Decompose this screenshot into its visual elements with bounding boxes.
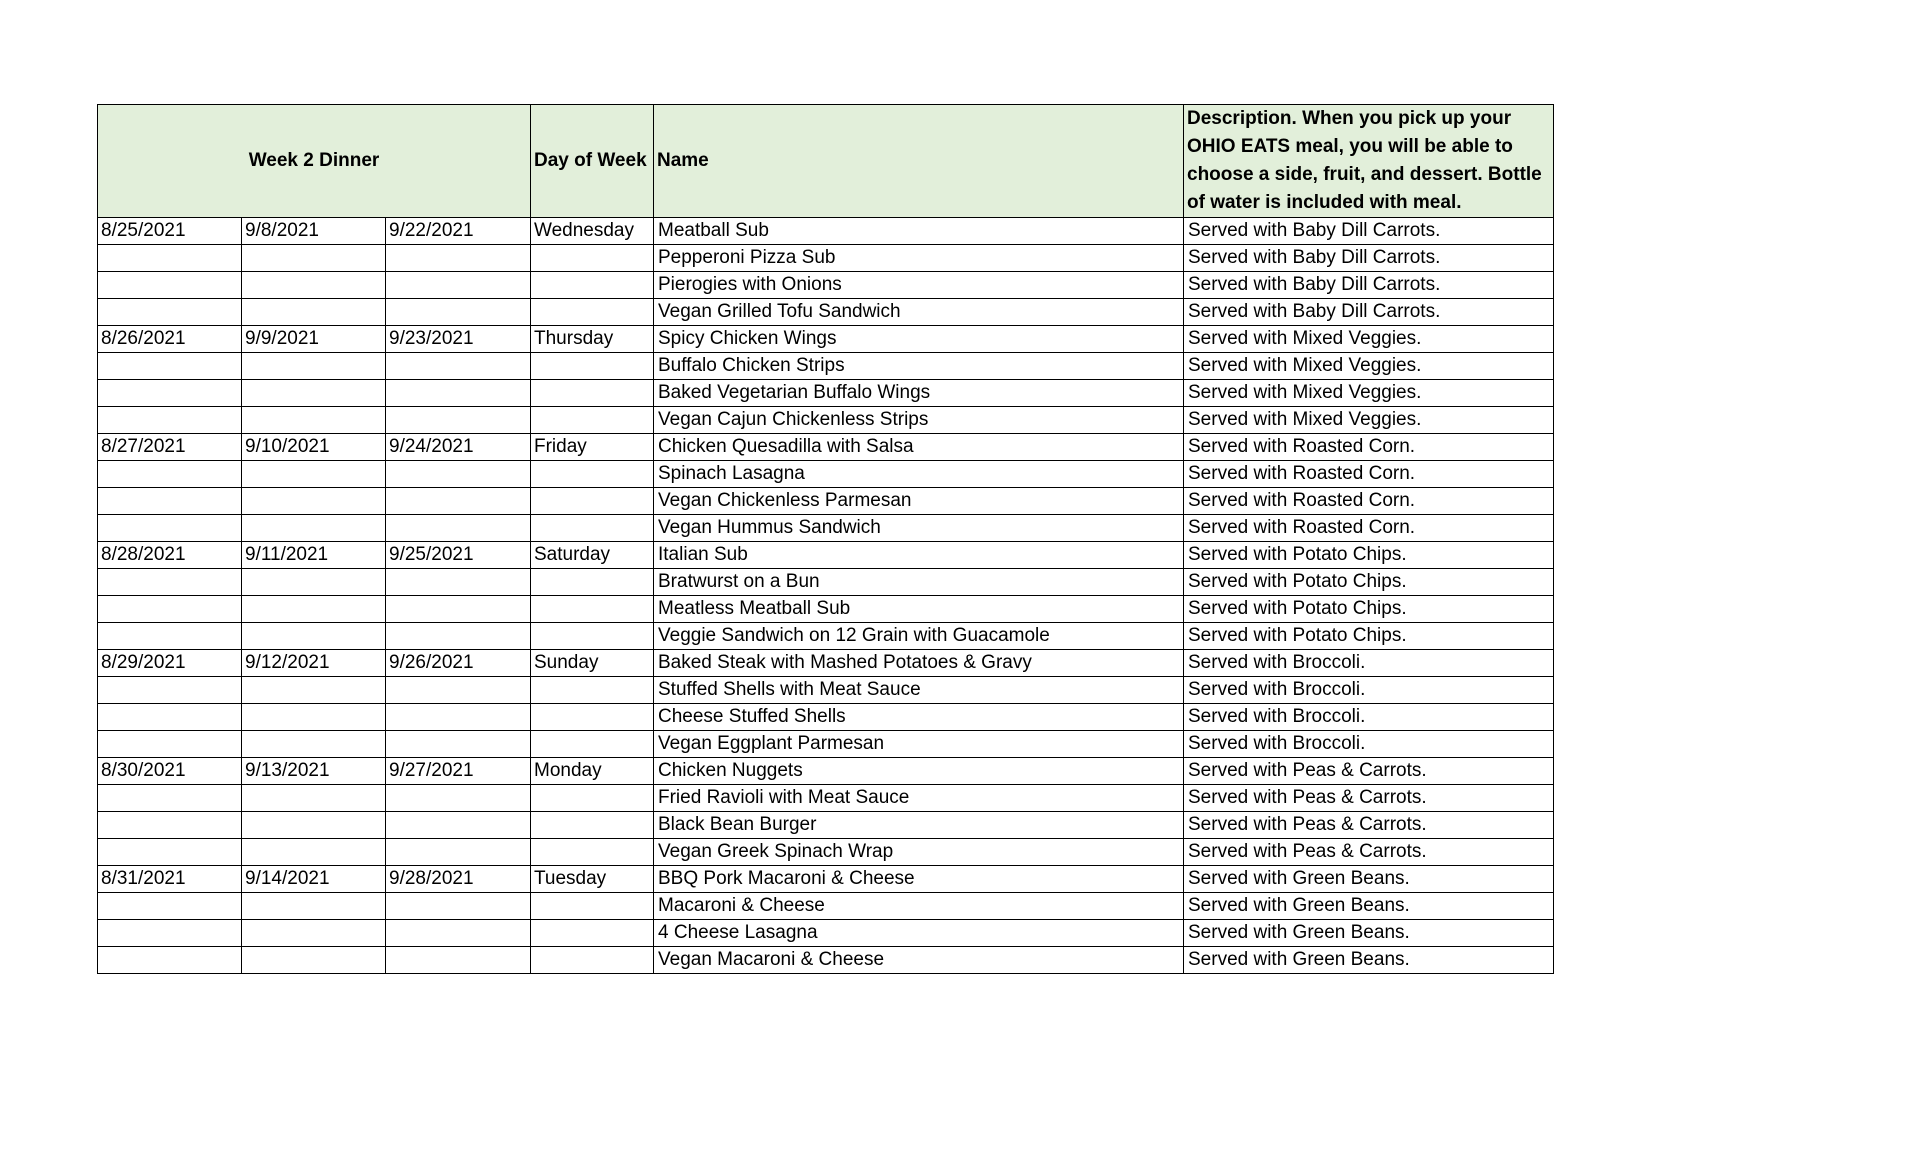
day-of-week-header: Day of Week	[531, 105, 654, 218]
table-row	[98, 461, 1554, 488]
description-cell: Served with Roasted Corn.	[1184, 434, 1554, 461]
date-cell	[386, 461, 531, 488]
meal-name-cell: Pierogies with Onions	[654, 272, 1184, 299]
date-cell	[98, 461, 242, 488]
day-cell: Monday	[531, 758, 654, 785]
date-cell	[98, 272, 242, 299]
day-cell	[531, 407, 654, 434]
date-cell: 9/11/2021	[242, 542, 386, 569]
description-cell: Served with Green Beans.	[1184, 947, 1554, 974]
description-cell: Served with Potato Chips.	[1184, 569, 1554, 596]
date-cell: 8/29/2021	[98, 650, 242, 677]
table-row	[98, 839, 1554, 866]
day-cell	[531, 353, 654, 380]
menu-table	[97, 104, 1554, 974]
date-cell	[386, 812, 531, 839]
day-cell: Wednesday	[531, 218, 654, 245]
date-cell: 8/30/2021	[98, 758, 242, 785]
table-row	[98, 947, 1554, 974]
date-cell	[242, 245, 386, 272]
date-cell	[242, 299, 386, 326]
description-cell: Served with Baby Dill Carrots.	[1184, 245, 1554, 272]
table-row	[98, 488, 1554, 515]
date-cell	[386, 245, 531, 272]
day-cell: Saturday	[531, 542, 654, 569]
day-cell	[531, 704, 654, 731]
day-cell	[531, 515, 654, 542]
table-row	[98, 704, 1554, 731]
date-cell	[386, 299, 531, 326]
date-cell: 9/13/2021	[242, 758, 386, 785]
day-cell	[531, 812, 654, 839]
meal-name-cell: Veggie Sandwich on 12 Grain with Guacamole	[654, 623, 1184, 650]
table-row	[98, 569, 1554, 596]
table-row	[98, 434, 1554, 461]
day-cell	[531, 569, 654, 596]
description-cell: Served with Baby Dill Carrots.	[1184, 272, 1554, 299]
meal-name-cell: Vegan Grilled Tofu Sandwich	[654, 299, 1184, 326]
table-row	[98, 272, 1554, 299]
date-cell	[98, 488, 242, 515]
date-cell	[242, 353, 386, 380]
description-cell: Served with Peas & Carrots.	[1184, 758, 1554, 785]
date-cell	[386, 731, 531, 758]
date-cell: 9/12/2021	[242, 650, 386, 677]
meal-name-cell: Buffalo Chicken Strips	[654, 353, 1184, 380]
meal-name-cell: 4 Cheese Lasagna	[654, 920, 1184, 947]
date-cell	[242, 839, 386, 866]
day-cell	[531, 299, 654, 326]
description-cell: Served with Mixed Veggies.	[1184, 326, 1554, 353]
day-cell	[531, 947, 654, 974]
description-cell: Served with Baby Dill Carrots.	[1184, 218, 1554, 245]
description-cell: Served with Peas & Carrots.	[1184, 812, 1554, 839]
description-cell: Served with Green Beans.	[1184, 920, 1554, 947]
day-cell: Sunday	[531, 650, 654, 677]
description-cell: Served with Baby Dill Carrots.	[1184, 299, 1554, 326]
day-cell	[531, 677, 654, 704]
date-cell	[242, 947, 386, 974]
date-cell	[386, 596, 531, 623]
meal-name-cell: Macaroni & Cheese	[654, 893, 1184, 920]
description-cell: Served with Mixed Veggies.	[1184, 353, 1554, 380]
date-cell: 9/27/2021	[386, 758, 531, 785]
date-cell	[98, 704, 242, 731]
day-cell	[531, 380, 654, 407]
description-cell: Served with Potato Chips.	[1184, 596, 1554, 623]
date-cell	[386, 704, 531, 731]
date-cell	[98, 569, 242, 596]
table-row	[98, 866, 1554, 893]
date-cell	[386, 947, 531, 974]
day-cell	[531, 488, 654, 515]
date-cell	[386, 839, 531, 866]
description-cell: Served with Roasted Corn.	[1184, 488, 1554, 515]
day-cell	[531, 893, 654, 920]
date-cell	[242, 488, 386, 515]
day-cell	[531, 461, 654, 488]
date-cell	[98, 353, 242, 380]
date-cell: 9/26/2021	[386, 650, 531, 677]
description-cell: Served with Roasted Corn.	[1184, 461, 1554, 488]
meal-name-cell: Vegan Greek Spinach Wrap	[654, 839, 1184, 866]
date-cell: 9/9/2021	[242, 326, 386, 353]
table-row	[98, 407, 1554, 434]
date-cell: 8/25/2021	[98, 218, 242, 245]
date-cell	[242, 461, 386, 488]
meal-name-cell: Black Bean Burger	[654, 812, 1184, 839]
name-header: Name	[654, 105, 1184, 218]
date-cell: 8/31/2021	[98, 866, 242, 893]
table-row	[98, 596, 1554, 623]
table-row	[98, 623, 1554, 650]
description-header: Description. When you pick up your OHIO EATS meal, you will be able to choose a side, fruit, and dessert. Bottle of water is included with meal.	[1184, 105, 1554, 218]
date-cell	[98, 839, 242, 866]
day-cell	[531, 245, 654, 272]
date-cell: 8/26/2021	[98, 326, 242, 353]
date-cell: 9/25/2021	[386, 542, 531, 569]
date-cell	[98, 596, 242, 623]
description-cell: Served with Potato Chips.	[1184, 623, 1554, 650]
meal-name-cell: Baked Vegetarian Buffalo Wings	[654, 380, 1184, 407]
meal-name-cell: Chicken Quesadilla with Salsa	[654, 434, 1184, 461]
description-cell: Served with Peas & Carrots.	[1184, 785, 1554, 812]
date-cell	[386, 920, 531, 947]
table-row	[98, 245, 1554, 272]
date-cell	[386, 515, 531, 542]
description-cell: Served with Broccoli.	[1184, 677, 1554, 704]
week-title: Week 2 Dinner	[98, 105, 531, 218]
description-cell: Served with Green Beans.	[1184, 866, 1554, 893]
date-cell	[386, 893, 531, 920]
date-cell	[98, 623, 242, 650]
date-cell: 8/27/2021	[98, 434, 242, 461]
menu-rows	[98, 218, 1554, 974]
description-cell: Served with Broccoli.	[1184, 650, 1554, 677]
date-cell	[98, 947, 242, 974]
date-cell	[242, 407, 386, 434]
date-cell	[386, 785, 531, 812]
day-cell	[531, 272, 654, 299]
meal-name-cell: Vegan Chickenless Parmesan	[654, 488, 1184, 515]
day-cell: Friday	[531, 434, 654, 461]
date-cell	[98, 731, 242, 758]
meal-name-cell: Pepperoni Pizza Sub	[654, 245, 1184, 272]
date-cell	[242, 272, 386, 299]
meal-name-cell: Baked Steak with Mashed Potatoes & Gravy	[654, 650, 1184, 677]
date-cell	[386, 569, 531, 596]
meal-name-cell: Stuffed Shells with Meat Sauce	[654, 677, 1184, 704]
description-cell: Served with Mixed Veggies.	[1184, 407, 1554, 434]
description-cell: Served with Broccoli.	[1184, 731, 1554, 758]
meal-name-cell: Vegan Hummus Sandwich	[654, 515, 1184, 542]
meal-name-cell: Meatless Meatball Sub	[654, 596, 1184, 623]
date-cell	[242, 920, 386, 947]
meal-name-cell: Cheese Stuffed Shells	[654, 704, 1184, 731]
table-row	[98, 353, 1554, 380]
date-cell	[242, 596, 386, 623]
description-cell: Served with Roasted Corn.	[1184, 515, 1554, 542]
header-row	[98, 105, 1554, 218]
table-row	[98, 920, 1554, 947]
day-cell	[531, 623, 654, 650]
date-cell: 9/23/2021	[386, 326, 531, 353]
date-cell	[98, 677, 242, 704]
date-cell: 9/14/2021	[242, 866, 386, 893]
date-cell	[98, 245, 242, 272]
date-cell	[386, 380, 531, 407]
table-row	[98, 785, 1554, 812]
meal-name-cell: Spinach Lasagna	[654, 461, 1184, 488]
description-cell: Served with Broccoli.	[1184, 704, 1554, 731]
day-cell	[531, 920, 654, 947]
description-cell: Served with Mixed Veggies.	[1184, 380, 1554, 407]
table-row	[98, 677, 1554, 704]
date-cell	[98, 785, 242, 812]
table-row	[98, 758, 1554, 785]
date-cell	[386, 353, 531, 380]
date-cell	[242, 623, 386, 650]
meal-name-cell: BBQ Pork Macaroni & Cheese	[654, 866, 1184, 893]
date-cell: 8/28/2021	[98, 542, 242, 569]
date-cell: 9/8/2021	[242, 218, 386, 245]
day-cell	[531, 839, 654, 866]
date-cell	[242, 812, 386, 839]
date-cell	[98, 893, 242, 920]
day-cell: Thursday	[531, 326, 654, 353]
table-row	[98, 542, 1554, 569]
table-row	[98, 812, 1554, 839]
date-cell	[98, 812, 242, 839]
day-cell: Tuesday	[531, 866, 654, 893]
date-cell	[98, 920, 242, 947]
date-cell	[242, 515, 386, 542]
meal-name-cell: Fried Ravioli with Meat Sauce	[654, 785, 1184, 812]
date-cell	[242, 785, 386, 812]
date-cell	[98, 515, 242, 542]
description-cell: Served with Green Beans.	[1184, 893, 1554, 920]
date-cell	[242, 677, 386, 704]
meal-name-cell: Bratwurst on a Bun	[654, 569, 1184, 596]
day-cell	[531, 731, 654, 758]
date-cell	[386, 272, 531, 299]
table-row	[98, 380, 1554, 407]
date-cell	[242, 380, 386, 407]
table-row	[98, 650, 1554, 677]
meal-name-cell: Chicken Nuggets	[654, 758, 1184, 785]
date-cell	[242, 731, 386, 758]
date-cell: 9/22/2021	[386, 218, 531, 245]
date-cell	[242, 704, 386, 731]
meal-name-cell: Vegan Eggplant Parmesan	[654, 731, 1184, 758]
description-cell: Served with Potato Chips.	[1184, 542, 1554, 569]
table-row	[98, 299, 1554, 326]
meal-name-cell: Italian Sub	[654, 542, 1184, 569]
table-row	[98, 893, 1554, 920]
meal-name-cell: Vegan Macaroni & Cheese	[654, 947, 1184, 974]
date-cell	[242, 569, 386, 596]
day-cell	[531, 785, 654, 812]
date-cell	[386, 488, 531, 515]
date-cell	[386, 677, 531, 704]
description-cell: Served with Peas & Carrots.	[1184, 839, 1554, 866]
date-cell	[242, 893, 386, 920]
date-cell	[386, 407, 531, 434]
date-cell	[386, 623, 531, 650]
meal-name-cell: Spicy Chicken Wings	[654, 326, 1184, 353]
date-cell	[98, 407, 242, 434]
table-row	[98, 326, 1554, 353]
meal-name-cell: Meatball Sub	[654, 218, 1184, 245]
day-cell	[531, 596, 654, 623]
date-cell: 9/10/2021	[242, 434, 386, 461]
date-cell: 9/28/2021	[386, 866, 531, 893]
table-row	[98, 218, 1554, 245]
meal-name-cell: Vegan Cajun Chickenless Strips	[654, 407, 1184, 434]
date-cell	[98, 299, 242, 326]
table-row	[98, 515, 1554, 542]
date-cell: 9/24/2021	[386, 434, 531, 461]
table-row	[98, 731, 1554, 758]
date-cell	[98, 380, 242, 407]
